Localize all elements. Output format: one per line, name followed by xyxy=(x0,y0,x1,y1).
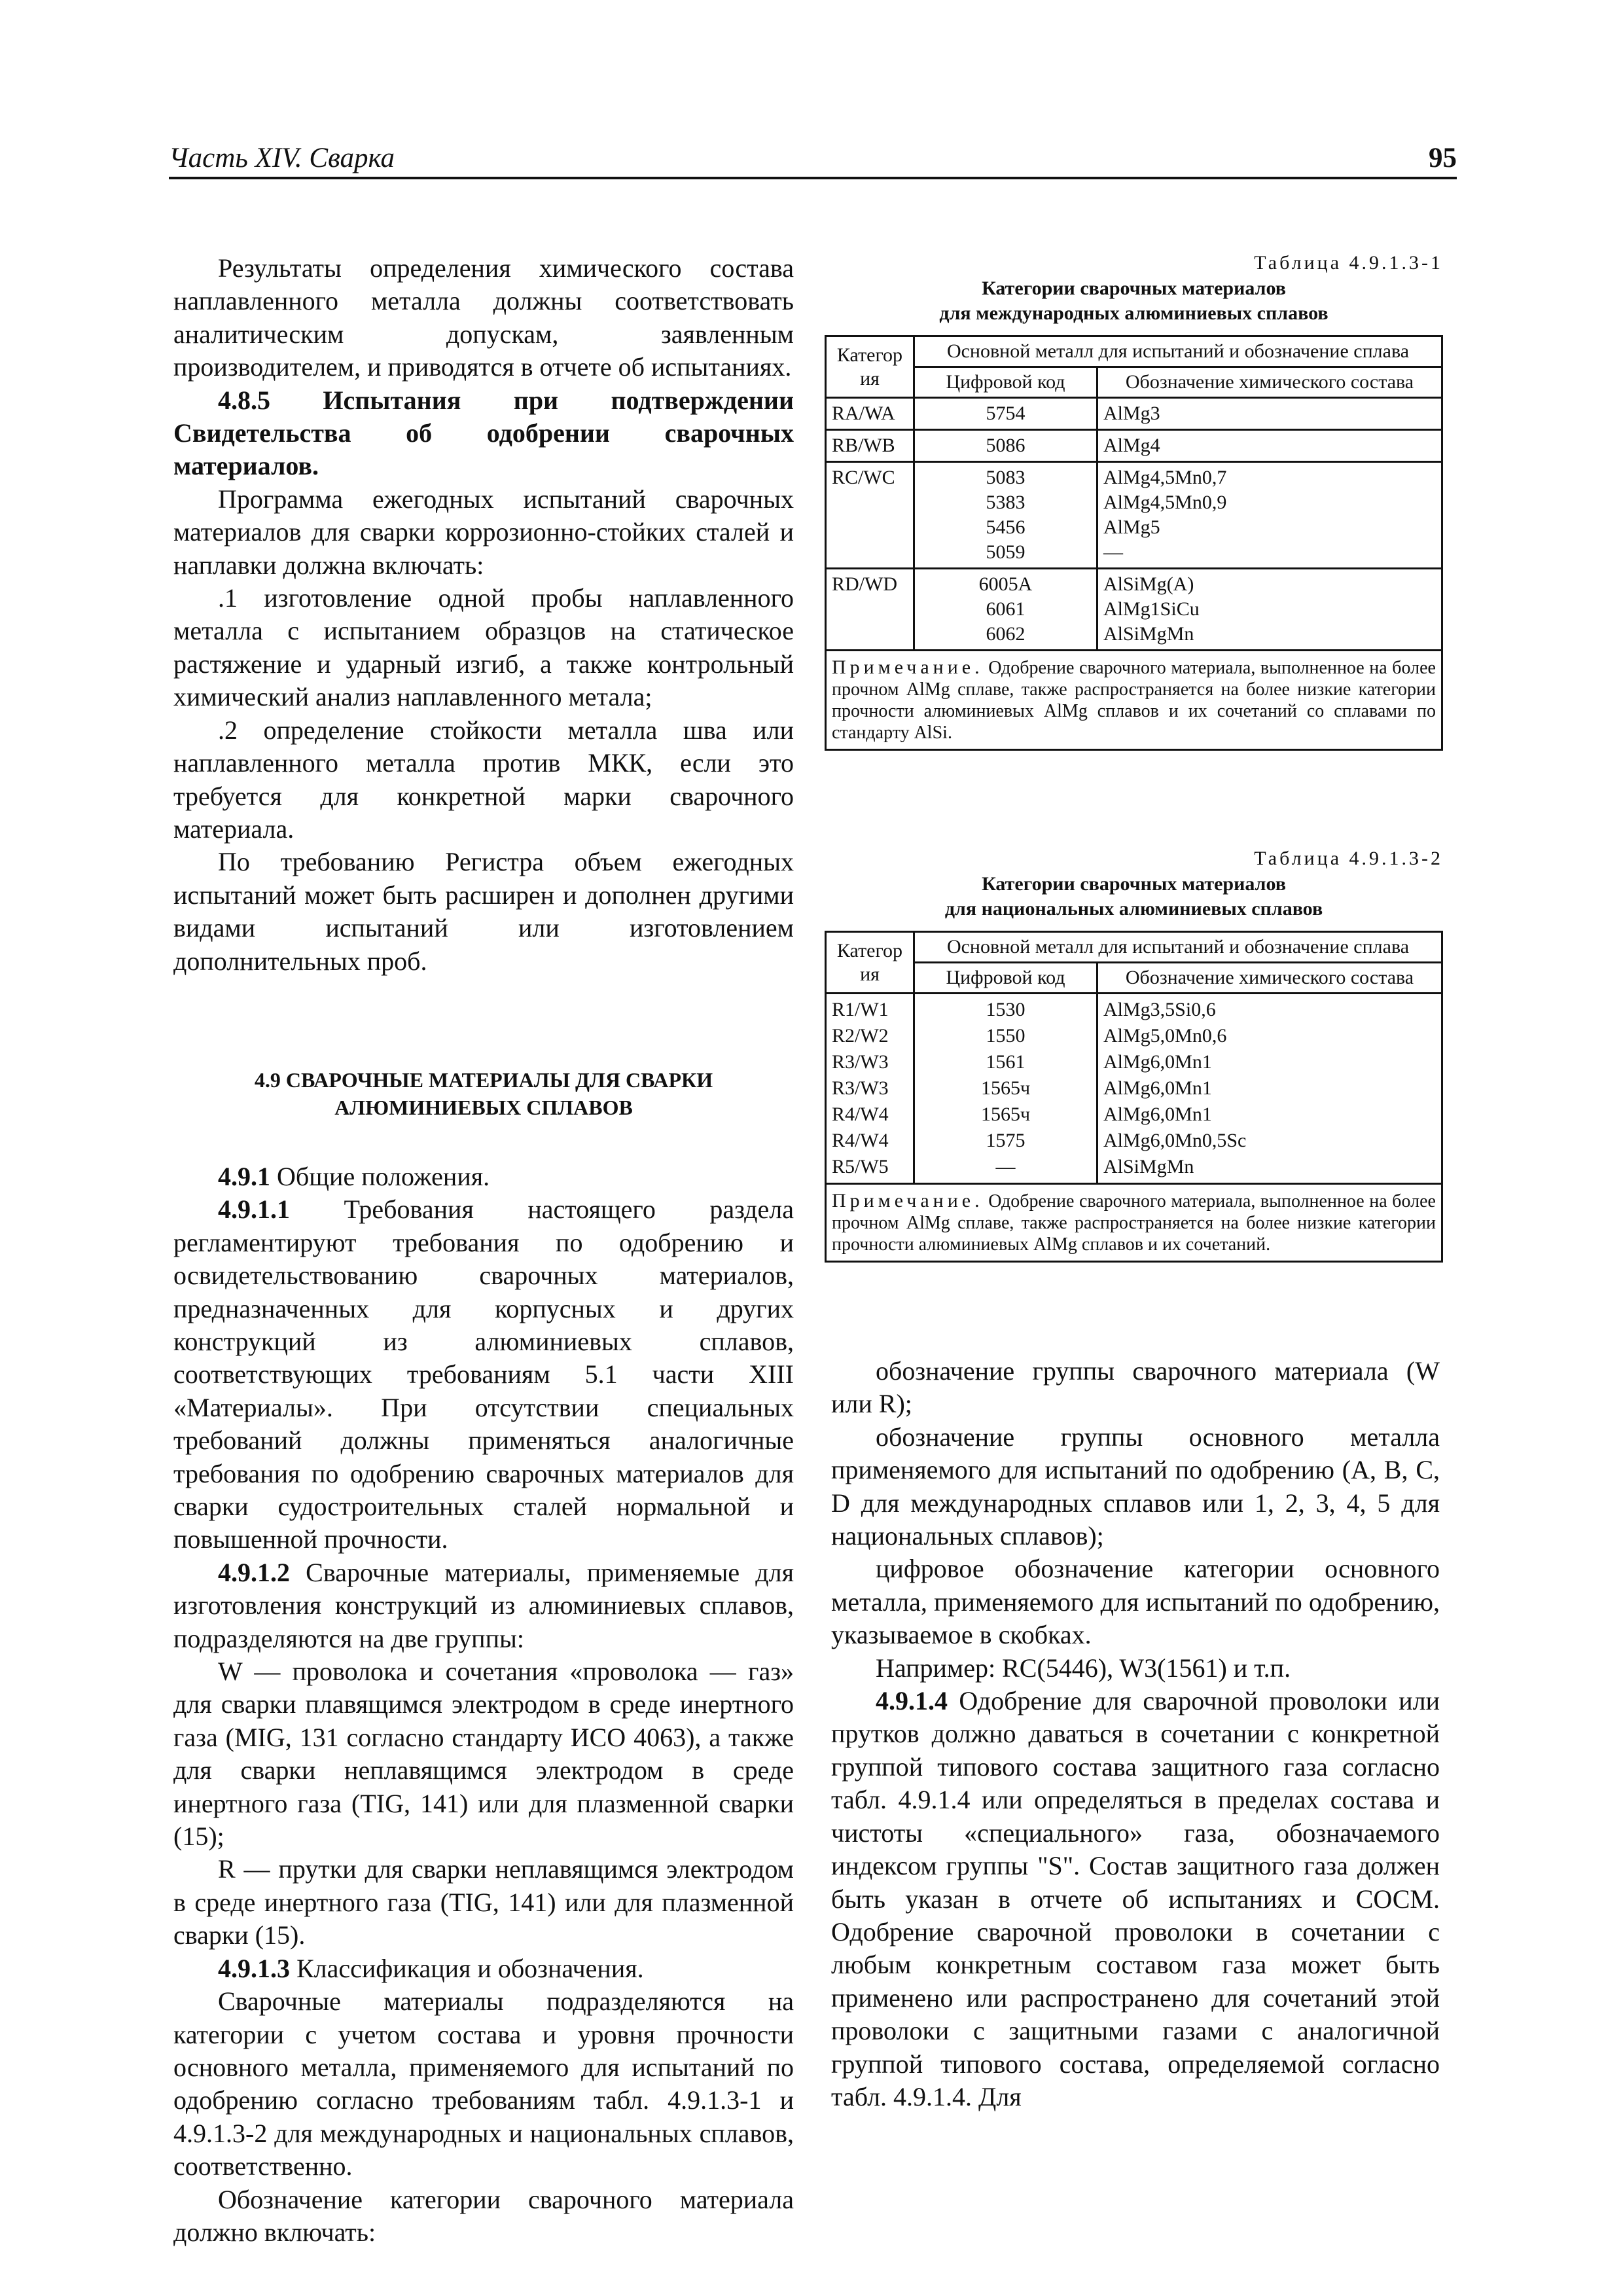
table-row xyxy=(826,569,1442,651)
paragraph: W — проволока и сочетания «проволока — газ» для сварки плавящимся электродом в среде инертного газа (MIG, 131 согласно стандарту ИСО 4063), а также для сварки неплавящимся электродом в среде инертного газа (TIG, 141) или для плазменной сварки (15); xyxy=(173,1657,794,1852)
cell-category: RB/WB xyxy=(826,430,914,462)
table-note: Примечание. Одобрение сварочного материала, выполненное на более прочном AlMg сплаве, также распространяется на более низкие категории прочности алюминиевых AlMg сплавов и их сочетаний. xyxy=(826,1184,1442,1262)
table-note-row xyxy=(826,1184,1442,1262)
running-title: Часть XIV. Сварка xyxy=(169,143,395,173)
cell-category: RD/WD xyxy=(826,569,914,651)
paragraph: Результаты определения химического состава наплавленного металла должны соответствовать аналитическим допускам, заявленным производителем, и приводятся в отчете об испытаниях. xyxy=(173,253,794,382)
paragraph: 4.9.1.4 Одобрение для сварочной проволоки или прутков должно даваться в сочетании с конкретной группой типового состава защитного газа согласно табл. 4.9.1.4 или определяться в пределах состава и чистоты «специального» газа, обозначаемого индексом группы "S". Состав защитного газа должен быть указан в отчете об испытаниях и СОСМ. Одобрение сварочной проволоки в сочетании с любым конкретным составом газа может быть применено или распространено для сочетаний этой проволоки с защитными газами с аналогичной группой типового состава, определяемой согласно табл. 4.9.1.4. Для xyxy=(831,1686,1440,2111)
cell-category: RA/WA xyxy=(826,398,914,430)
left-column xyxy=(173,252,794,2249)
paragraph: 4.9.1.1 Требования настоящего раздела регламентируют требования по одобрению и освидетельствованию сварочных материалов, предназначенных для корпусных и других конструкций из алюминиевых сплавов, соответствующих требованиям 5.1 части XIII «Материалы». При отсутствии специальных требований должны применяться аналогичные требования по одобрению сварочных материалов для сварки судостроительных сталей нормальной и повышенной прочности. xyxy=(173,1194,794,1554)
table-4-9-1-3-2 xyxy=(825,846,1443,1263)
data-table xyxy=(825,335,1443,751)
data-table xyxy=(825,931,1443,1263)
cell-chem: AlSiMg(A) AlMg1SiCu AlSiMgMn xyxy=(1097,569,1442,651)
paragraph: 4.8.5 Испытания при подтверждении Свидетельства об одобрении сварочных материалов. xyxy=(173,385,794,481)
table-row xyxy=(826,430,1442,462)
list-item: обозначение группы основного металла применяемого для испытаний по одобрению (A, B, C, D для международных сплавов или 1, 2, 3, 4, 5 для национальных сплавов); xyxy=(831,1422,1440,1551)
cell-chem: AlMg4 xyxy=(1097,430,1442,462)
table-row xyxy=(826,462,1442,569)
table-title: Категории сварочных материалов xyxy=(982,873,1286,895)
header-chem: Обозначение химического состава xyxy=(1097,367,1442,398)
header-chem: Обозначение химического состава xyxy=(1097,963,1442,994)
header-group: Основной металл для испытаний и обозначение сплава xyxy=(914,336,1442,367)
cell-category: R1/W1 R2/W2 R3/W3 R3/W3 R4/W4 R4/W4 R5/W5 xyxy=(826,994,914,1184)
paragraph: Сварочные материалы подразделяются на категории с учетом состава и уровня прочности основного металла, применяемого для испытаний по одобрению согласно требованиям табл. 4.9.1.3-1 и 4.9.1.3-2 для международных и национальных сплавов, соответственно. xyxy=(173,1986,794,2181)
table-number: Таблица 4.9.1.3-2 xyxy=(1254,848,1443,869)
paragraph: Например: RC(5446), W3(1561) и т.п. xyxy=(876,1653,1291,1683)
table-row xyxy=(826,398,1442,430)
header-rule xyxy=(169,177,1457,179)
table-title: для международных алюминиевых сплавов xyxy=(939,302,1329,324)
list-item: .2 определение стойкости металла шва или наплавленного металла против МКК, если это требуется для конкретной марки сварочного материала. xyxy=(173,715,794,844)
cell-code: 5083 5383 5456 5059 xyxy=(914,462,1097,569)
table-title: Категории сварочных материалов xyxy=(982,278,1286,299)
subsection-heading: 4.9.1 Общие положения. xyxy=(218,1161,490,1191)
table-4-9-1-3-1 xyxy=(825,250,1443,751)
paragraph: Обозначение категории сварочного материала должно включать: xyxy=(173,2184,794,2247)
cell-chem: AlMg3 xyxy=(1097,398,1442,430)
page-number: 95 xyxy=(1429,143,1457,173)
paragraph: R — прутки для сварки неплавящимся электродом в среде инертного газа (TIG, 141) или для плазменной сварки (15). xyxy=(173,1854,794,1950)
cell-category: RC/WC xyxy=(826,462,914,569)
cell-chem: AlMg4,5Mn0,7 AlMg4,5Mn0,9 AlMg5 — xyxy=(1097,462,1442,569)
section-heading: 4.9 СВАРОЧНЫЕ МАТЕРИАЛЫ ДЛЯ СВАРКИ АЛЮМИНИЕВЫХ СПЛАВОВ xyxy=(254,1067,713,1119)
table-row xyxy=(826,994,1442,1184)
paragraph: Программа ежегодных испытаний сварочных материалов для сварки коррозионно-стойких сталей и наплавки должна включать: xyxy=(173,484,794,580)
cell-chem: AlMg3,5Si0,6 AlMg5,0Mn0,6 AlMg6,0Mn1 AlMg6,0Mn1 AlMg6,0Mn1 AlMg6,0Mn0,5Sc AlSiMgMn xyxy=(1097,994,1442,1184)
paragraph: По требованию Регистра объем ежегодных испытаний может быть расширен и дополнен другими видами испытаний или изготовлением дополнительных проб. xyxy=(173,847,794,976)
list-item: обозначение группы сварочного материала (W или R); xyxy=(831,1356,1440,1419)
cell-code: 1530 1550 1561 1565ч 1565ч 1575 — xyxy=(914,994,1097,1184)
header-code: Цифровой код xyxy=(914,963,1097,994)
header-category: Категория xyxy=(826,336,914,398)
page-header xyxy=(169,143,1457,179)
cell-code: 5754 xyxy=(914,398,1097,430)
table-note-row xyxy=(826,651,1442,750)
paragraph: 4.9.1.3 Классификация и обозначения. xyxy=(218,1953,644,1983)
cell-code: 6005A 6061 6062 xyxy=(914,569,1097,651)
header-code: Цифровой код xyxy=(914,367,1097,398)
table-title: для национальных алюминиевых сплавов xyxy=(944,898,1323,920)
list-item: цифровое обозначение категории основного металла, применяемого для испытаний по одобрению, указываемое в скобках. xyxy=(831,1554,1440,1650)
table-number: Таблица 4.9.1.3-1 xyxy=(1254,252,1443,274)
header-group: Основной металл для испытаний и обозначение сплава xyxy=(914,932,1442,963)
cell-code: 5086 xyxy=(914,430,1097,462)
right-column xyxy=(831,1355,1440,2113)
header-category: Категория xyxy=(826,932,914,994)
list-item: .1 изготовление одной пробы наплавленного металла с испытанием образцов на статическое растяжение и ударный изгиб, а также контрольный химический анализ наплавленного метала; xyxy=(173,583,794,712)
paragraph: 4.9.1.2 Сварочные материалы, применяемые для изготовления конструкций из алюминиевых сплавов, подразделяются на две группы: xyxy=(173,1557,794,1653)
table-note: Примечание. Одобрение сварочного материала, выполненное на более прочном AlMg сплаве, также распространяется на более низкие категории прочности алюминиевых AlMg сплавов и их сочетаний со сплавами по стандарту AlSi. xyxy=(826,651,1442,750)
